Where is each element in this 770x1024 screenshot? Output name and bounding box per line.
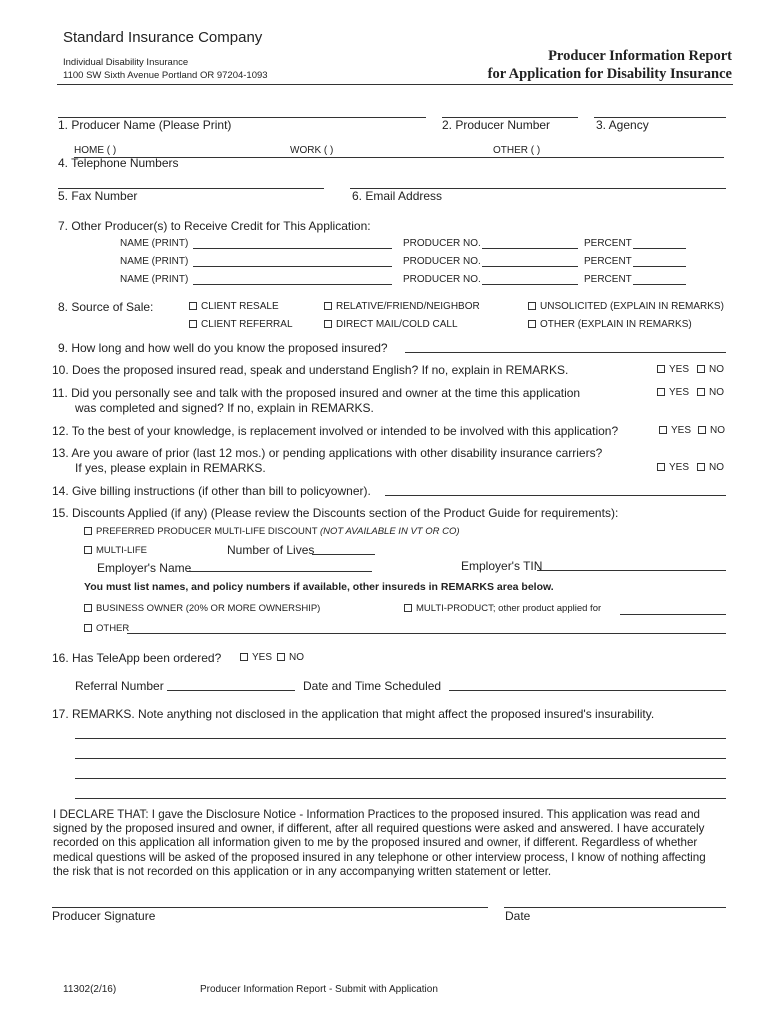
q14-label: 14. Give billing instructions (if other than bill to policyowner). xyxy=(52,484,371,498)
date-time-scheduled-field[interactable] xyxy=(449,690,726,691)
other-producer-percent-label: PERCENT xyxy=(584,238,632,249)
company-name: Standard Insurance Company xyxy=(63,29,263,46)
discount-multi-product[interactable]: MULTI-PRODUCT; other product applied for xyxy=(404,603,601,614)
other-producer-percent-field[interactable] xyxy=(633,266,686,267)
other-producer-name-label: NAME (PRINT) xyxy=(120,256,189,267)
agency-label: 3. Agency xyxy=(596,118,649,132)
q11-label-cont: was completed and signed? If no, explain in REMARKS. xyxy=(75,401,374,415)
date-time-scheduled-label: Date and Time Scheduled xyxy=(303,679,442,693)
phone-other-label: OTHER ( ) xyxy=(493,145,541,156)
other-producers-label: 7. Other Producer(s) to Receive Credit for This Application: xyxy=(58,219,371,233)
referral-number-field[interactable] xyxy=(167,690,295,691)
footer-caption: Producer Information Report - Submit with Application xyxy=(200,984,438,995)
source-unsolicited[interactable]: UNSOLICITED (EXPLAIN IN REMARKS) xyxy=(528,301,724,312)
checkbox[interactable] xyxy=(697,365,705,373)
form-number: 11302(2/16) xyxy=(63,984,117,995)
source-client-referral[interactable]: CLIENT REFERRAL xyxy=(189,319,293,330)
referral-number-label: Referral Number xyxy=(75,679,164,693)
q10-no[interactable]: NO xyxy=(697,364,724,375)
producer-name-label: 1. Producer Name (Please Print) xyxy=(58,118,232,132)
checkbox[interactable] xyxy=(657,463,665,471)
discount-other-field[interactable] xyxy=(127,633,726,634)
checkbox[interactable] xyxy=(240,653,248,661)
other-producer-percent-label: PERCENT xyxy=(584,256,632,267)
q16-yes[interactable]: YES xyxy=(240,652,272,663)
q10-yes[interactable]: YES xyxy=(657,364,689,375)
other-producer-name-label: NAME (PRINT) xyxy=(120,274,189,285)
q11-no[interactable]: NO xyxy=(697,387,724,398)
checkbox[interactable] xyxy=(189,320,197,328)
checkbox[interactable] xyxy=(84,604,92,612)
other-producer-no-label: PRODUCER NO. xyxy=(403,238,481,249)
discount-business-owner[interactable]: BUSINESS OWNER (20% OR MORE OWNERSHIP) xyxy=(84,603,320,614)
employer-tin-field[interactable] xyxy=(537,570,726,571)
billing-instructions-field[interactable] xyxy=(385,495,726,496)
remarks-line[interactable] xyxy=(75,758,726,759)
division-name: Individual Disability Insurance xyxy=(63,57,189,68)
checkbox[interactable] xyxy=(528,320,536,328)
source-other[interactable]: OTHER (EXPLAIN IN REMARKS) xyxy=(528,319,692,330)
other-producer-name-field[interactable] xyxy=(193,266,392,267)
employer-name-field[interactable] xyxy=(187,571,372,572)
number-of-lives-field[interactable] xyxy=(312,554,375,555)
checkbox[interactable] xyxy=(324,320,332,328)
checkbox[interactable] xyxy=(277,653,285,661)
remarks-line[interactable] xyxy=(75,738,726,739)
checkbox[interactable] xyxy=(189,302,197,310)
checkbox[interactable] xyxy=(697,463,705,471)
checkbox[interactable] xyxy=(324,302,332,310)
remarks-line[interactable] xyxy=(75,798,726,799)
producer-number-label: 2. Producer Number xyxy=(442,118,551,132)
date-label: Date xyxy=(505,909,531,923)
report-title-line2: for Application for Disability Insurance xyxy=(487,66,732,82)
q17-label: 17. REMARKS. Note anything not disclosed in the application that might affect the proposed insured's insurability. xyxy=(52,707,655,721)
discount-preferred[interactable]: PREFERRED PRODUCER MULTI-LIFE DISCOUNT (NOT AVAILABLE IN VT OR CO) xyxy=(84,526,460,537)
q10-label: 10. Does the proposed insured read, speak and understand English? If no, explain in REMARKS. xyxy=(52,363,569,377)
q15-label: 15. Discounts Applied (if any) (Please review the Discounts section of the Product Guide for requirements): xyxy=(52,506,619,520)
checkbox[interactable] xyxy=(657,365,665,373)
source-direct-mail[interactable]: DIRECT MAIL/COLD CALL xyxy=(324,319,458,330)
header-rule xyxy=(57,84,733,85)
source-relative-friend[interactable]: RELATIVE/FRIEND/NEIGHBOR xyxy=(324,301,480,312)
q9-field[interactable] xyxy=(405,352,726,353)
must-list-note: You must list names, and policy numbers if available, other insureds in REMARKS area below. xyxy=(84,581,554,593)
checkbox[interactable] xyxy=(698,426,706,434)
q13-yes[interactable]: YES xyxy=(657,462,689,473)
checkbox[interactable] xyxy=(84,624,92,632)
date-field[interactable] xyxy=(504,907,726,908)
q16-no[interactable]: NO xyxy=(277,652,304,663)
other-producer-no-field[interactable] xyxy=(482,248,578,249)
q16-label: 16. Has TeleApp been ordered? xyxy=(52,651,222,665)
q11-yes[interactable]: YES xyxy=(657,387,689,398)
source-client-resale[interactable]: CLIENT RESALE xyxy=(189,301,279,312)
q13-label-cont: If yes, please explain in REMARKS. xyxy=(75,461,266,475)
q11-label: 11. Did you personally see and talk with the proposed insured and owner at the time this application xyxy=(52,386,581,400)
telephone-numbers-label: 4. Telephone Numbers xyxy=(58,156,179,170)
other-producer-percent-label: PERCENT xyxy=(584,274,632,285)
fax-label: 5. Fax Number xyxy=(58,189,138,203)
producer-signature-label: Producer Signature xyxy=(52,909,156,923)
remarks-line[interactable] xyxy=(75,778,726,779)
checkbox[interactable] xyxy=(404,604,412,612)
company-address: 1100 SW Sixth Avenue Portland OR 97204-1093 xyxy=(63,70,268,81)
phone-work-label: WORK ( ) xyxy=(290,145,334,156)
number-of-lives-label: Number of Lives xyxy=(227,543,315,557)
checkbox[interactable] xyxy=(657,388,665,396)
q13-label: 13. Are you aware of prior (last 12 mos.) or pending applications with other disability insurance carriers? xyxy=(52,446,603,460)
other-producer-percent-field[interactable] xyxy=(633,284,686,285)
q13-no[interactable]: NO xyxy=(697,462,724,473)
checkbox[interactable] xyxy=(659,426,667,434)
checkbox[interactable] xyxy=(697,388,705,396)
q12-no[interactable]: NO xyxy=(698,425,725,436)
other-producer-percent-field[interactable] xyxy=(633,248,686,249)
other-producer-no-field[interactable] xyxy=(482,266,578,267)
q12-label: 12. To the best of your knowledge, is replacement involved or intended to be involved with this application? xyxy=(52,424,619,438)
employer-tin-label: Employer's TIN xyxy=(461,559,543,573)
employer-name-label: Employer's Name xyxy=(97,561,192,575)
checkbox[interactable] xyxy=(84,527,92,535)
other-producer-no-field[interactable] xyxy=(482,284,578,285)
q12-yes[interactable]: YES xyxy=(659,425,691,436)
discount-multi-life[interactable]: MULTI-LIFE xyxy=(84,545,147,556)
multi-product-field[interactable] xyxy=(620,614,726,615)
declaration-text: I DECLARE THAT: I gave the Disclosure Notice - Information Practices to the proposed insured. This application was read and signed by the proposed insured and owner, if different, after all required questions were asked and answered. I have accurately recorded on this application all information given to me by the proposed insured and owner, if different. Regardless of whether medical questions will be asked of the proposed insured in any telephone or other interview process, I know of nothing affecting the risk that is not recorded on this application or in any accompanying written statement or letter. xyxy=(53,808,706,878)
checkbox[interactable] xyxy=(84,546,92,554)
other-producer-name-label: NAME (PRINT) xyxy=(120,238,189,249)
other-producer-no-label: PRODUCER NO. xyxy=(403,274,481,285)
source-of-sale-label: 8. Source of Sale: xyxy=(58,300,154,314)
q9-label: 9. How long and how well do you know the proposed insured? xyxy=(58,341,388,355)
report-title-line1: Producer Information Report xyxy=(548,48,732,64)
producer-signature-field[interactable] xyxy=(52,907,488,908)
other-producer-no-label: PRODUCER NO. xyxy=(403,256,481,267)
checkbox[interactable] xyxy=(528,302,536,310)
other-producer-name-field[interactable] xyxy=(193,284,392,285)
other-producer-name-field[interactable] xyxy=(193,248,392,249)
phone-home-label: HOME ( ) xyxy=(74,145,117,156)
email-label: 6. Email Address xyxy=(352,189,443,203)
discount-other[interactable]: OTHER xyxy=(84,623,129,634)
